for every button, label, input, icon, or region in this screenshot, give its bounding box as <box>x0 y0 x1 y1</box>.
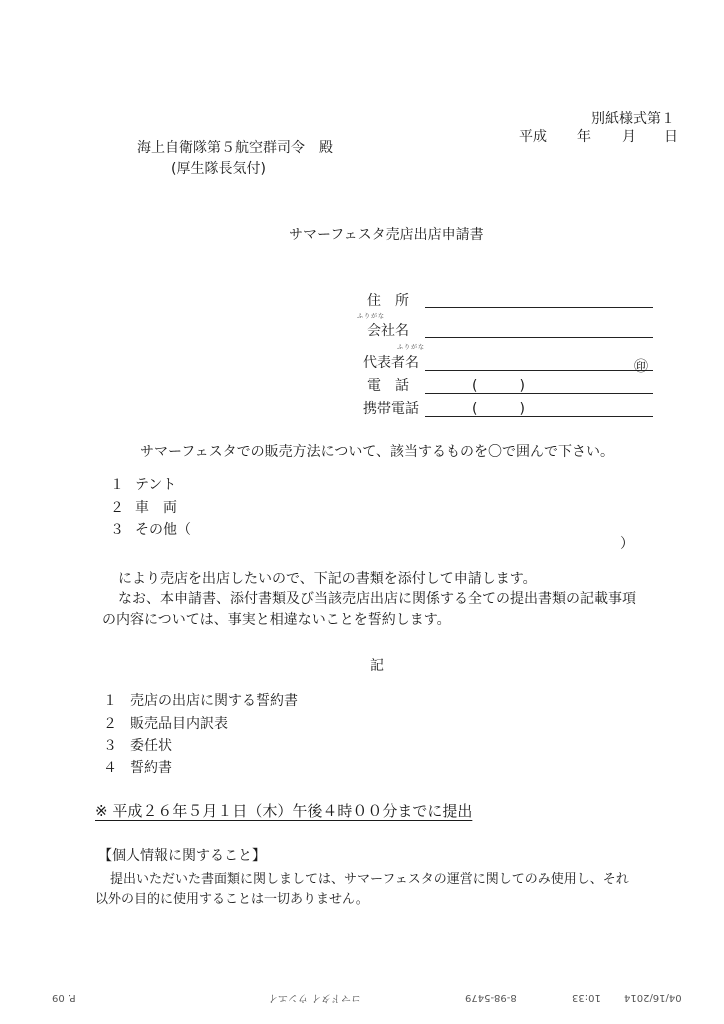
company-ruby: ふりがな <box>357 313 386 320</box>
method-num: １ <box>110 477 124 493</box>
date-year-label: 年 <box>577 129 591 145</box>
ki-heading: 記 <box>370 658 384 674</box>
mobile-parens: ( ) <box>472 401 525 417</box>
mobile-line <box>425 416 653 417</box>
fax-time: 10:33 <box>572 992 601 1003</box>
date-month-label: 月 <box>622 129 636 145</box>
method-vehicle: 車 両 <box>135 500 177 516</box>
method-other: その他（ <box>135 522 191 538</box>
phone-label: 電 話 <box>367 378 409 394</box>
phone-parens: ( ) <box>472 378 525 394</box>
instruction-text: サマーフェスタでの販売方法について、該当するものを〇で囲んで下さい。 <box>140 444 615 460</box>
statement-line1: により売店を出店したいので、下記の書類を添付して申請します。 <box>118 571 537 587</box>
fax-date: 04/16/2014 <box>624 992 682 1003</box>
doc-num: １ <box>103 693 117 709</box>
representative-line <box>425 370 653 371</box>
doc-num: ３ <box>103 738 117 754</box>
doc-item-pledge-store: 売店の出店に関する誓約書 <box>130 693 298 709</box>
address-label: 住 所 <box>367 293 409 309</box>
privacy-line2: 以外の目的に使用することは一切ありません。 <box>95 892 369 907</box>
deadline-note: ※ 平成２６年５月１日（木）午後４時００分までに提出 <box>95 802 473 820</box>
privacy-line1: 提出いただいた書面類に関しましては、サマーフェスタの運営に関してのみ使用し、それ <box>110 872 629 887</box>
addressee-sub: (厚生隊長気付) <box>171 161 266 177</box>
doc-num: ２ <box>103 716 117 732</box>
method-num: ２ <box>110 500 124 516</box>
phone-line <box>425 393 653 394</box>
fax-number: 8-98-5479 <box>465 992 517 1003</box>
privacy-heading: 【個人情報に関すること】 <box>98 848 266 864</box>
doc-item-product-list: 販売品目内訳表 <box>130 716 228 732</box>
method-num: ３ <box>110 522 124 538</box>
address-line <box>425 307 653 308</box>
representative-ruby: ふりがな <box>397 344 426 351</box>
form-number: 別紙様式第１ <box>591 111 675 127</box>
doc-item-pledge: 誓約書 <box>130 760 172 776</box>
method-tent: テント <box>135 477 177 493</box>
company-label: 会社名 <box>367 323 409 339</box>
date-era: 平成 <box>519 129 547 145</box>
company-line <box>425 337 653 338</box>
doc-num: ４ <box>103 760 117 776</box>
mobile-label: 携帯電話 <box>363 401 419 417</box>
statement-line2: なお、本申請書、添付書類及び当該売店出店に関係する全ての提出書類の記載事項 <box>118 591 636 607</box>
fax-page-number: P. 09 <box>52 992 76 1003</box>
method-other-close: ） <box>620 536 634 552</box>
statement-line3: の内容については、事実と相違ないことを誓約します。 <box>102 612 451 628</box>
fax-sender: コマドタイ ウンエイ <box>268 992 361 1003</box>
doc-item-proxy: 委任状 <box>130 738 172 754</box>
addressee: 海上自衛隊第５航空群司令 殿 <box>137 140 333 156</box>
representative-label: 代表者名 <box>363 355 419 371</box>
date-day-label: 日 <box>664 129 678 145</box>
seal-mark: ㊞ <box>634 359 648 375</box>
page-title: サマーフェスタ売店出店申請書 <box>289 227 484 243</box>
